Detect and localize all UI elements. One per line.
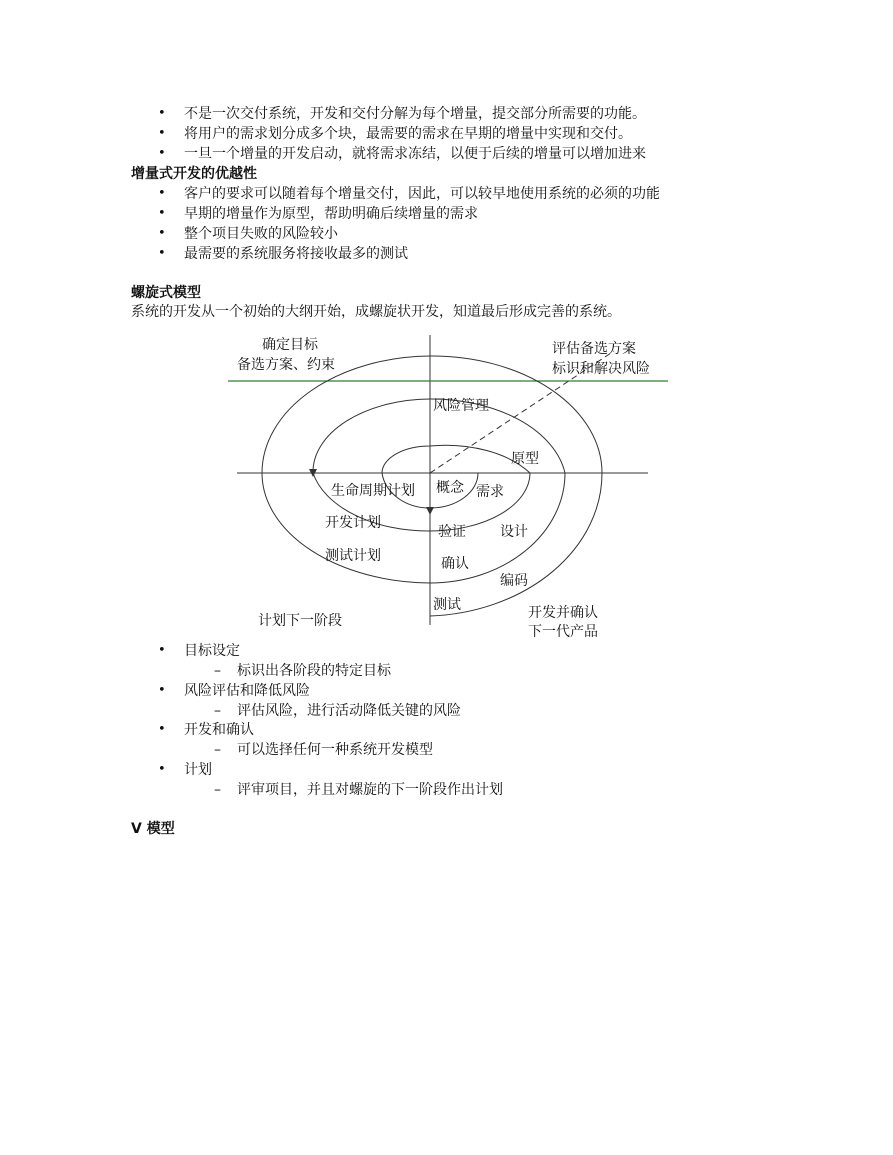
spiral-item-label: 目标设定 (184, 643, 240, 659)
label-coding: 编码 (500, 573, 528, 589)
label-testing: 测试 (433, 597, 461, 613)
bullet-icon: • (158, 126, 166, 141)
advantage-item: 客户的要求可以随着每个增量交付，因此，可以较早地使用系统的必须的功能 (184, 186, 660, 202)
incremental-point: 将用户的需求划分成多个块，最需要的需求在早期的增量中实现和交付。 (184, 126, 632, 142)
label-prototype: 原型 (511, 451, 539, 467)
bullet-icon: • (158, 683, 166, 698)
label-lifecycle-plan: 生命周期计划 (331, 483, 415, 499)
label-dev-plan: 开发计划 (325, 515, 381, 531)
label-risk-mgmt: 风险管理 (433, 398, 489, 414)
advantage-item: 早期的增量作为原型，帮助明确后续增量的需求 (184, 206, 478, 222)
bullet-icon: • (158, 186, 166, 201)
label-next-phase: 计划下一阶段 (258, 613, 342, 629)
label-q2-line1: 评估备选方案 (552, 341, 636, 357)
dash-icon: – (214, 663, 221, 679)
spiral-item-sub: 可以选择任何一种系统开发模型 (237, 742, 433, 758)
spiral-item-label: 开发和确认 (184, 722, 254, 738)
label-verify: 验证 (438, 524, 466, 540)
spiral-item-sub: 评审项目，并且对螺旋的下一阶段作出计划 (237, 782, 503, 798)
bullet-icon: • (158, 762, 166, 777)
label-dev-confirm-line1: 开发并确认 (528, 605, 598, 621)
incremental-point: 不是一次交付系统，开发和交付分解为每个增量，提交部分所需要的功能。 (184, 106, 646, 122)
spiral-item-label: 风险评估和降低风险 (184, 683, 310, 699)
dash-icon: – (214, 742, 221, 758)
v-model-heading: V 模型 (131, 821, 175, 837)
bullet-icon: • (158, 722, 166, 737)
label-design: 设计 (500, 524, 528, 540)
advantage-item: 最需要的系统服务将接收最多的测试 (184, 246, 408, 262)
label-requirements: 需求 (476, 484, 504, 500)
spiral-heading: 螺旋式模型 (131, 285, 201, 301)
dash-icon: – (214, 703, 221, 719)
bullet-icon: • (158, 206, 166, 221)
incremental-point: 一旦一个增量的开发启动，就将需求冻结，以便于后续的增量可以增加进来 (184, 146, 646, 162)
spiral-intro: 系统的开发从一个初始的大纲开始，成螺旋状开发，知道最后形成完善的系统。 (131, 304, 621, 320)
bullet-icon: • (158, 643, 166, 658)
advantages-heading: 增量式开发的优越性 (131, 166, 257, 182)
spiral-path (262, 356, 602, 616)
bullet-icon: • (158, 146, 166, 161)
bullet-icon: • (158, 106, 166, 121)
dash-icon: – (214, 782, 221, 798)
label-q1-line1: 确定目标 (262, 337, 318, 353)
bullet-icon: • (158, 226, 166, 241)
arrow-icon (426, 507, 434, 515)
label-confirm: 确认 (441, 556, 469, 572)
advantage-item: 整个项目失败的风险较小 (184, 226, 338, 242)
bullet-icon: • (158, 246, 166, 261)
label-concept: 概念 (436, 480, 464, 496)
label-q2-line2: 标识和解决风险 (552, 361, 650, 377)
label-test-plan: 测试计划 (325, 548, 381, 564)
spiral-item-label: 计划 (184, 762, 212, 778)
spiral-item-sub: 标识出各阶段的特定目标 (237, 663, 391, 679)
label-dev-confirm-line2: 下一代产品 (528, 624, 598, 640)
spiral-item-sub: 评估风险，进行活动降低关键的风险 (237, 703, 461, 719)
label-q1-line2: 备选方案、约束 (237, 357, 335, 373)
